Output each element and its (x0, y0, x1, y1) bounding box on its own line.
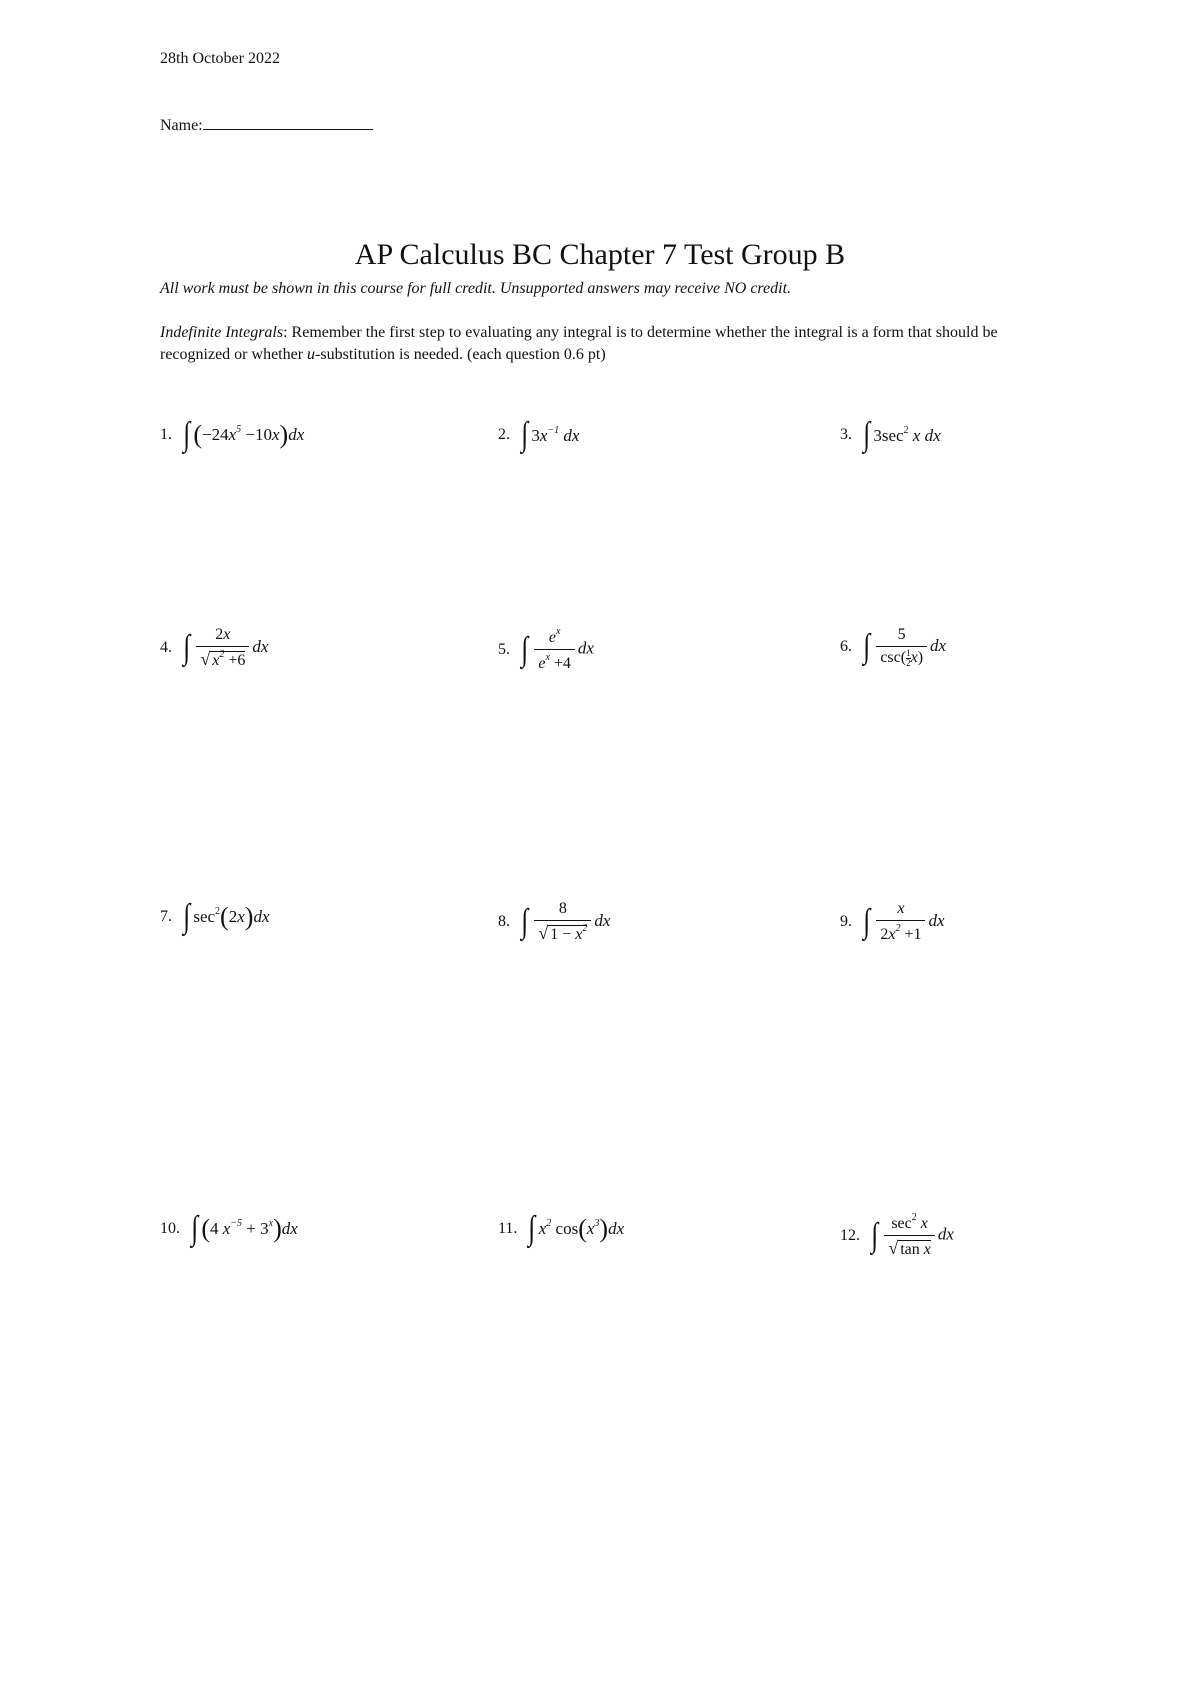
integral-sign: ∫ (521, 630, 529, 668)
credit-note: All work must be shown in this course for full credit. Unsupported answers may receive NO credit. (160, 280, 792, 297)
question-5 (498, 626, 594, 673)
question-number: 2. (498, 426, 510, 443)
question-number: 3. (840, 426, 852, 443)
name-underline (203, 115, 373, 130)
question-1 (160, 418, 304, 452)
question-11 (498, 1212, 624, 1246)
integral-sign: ∫ (863, 628, 871, 665)
integrand: 5 csc( $\frac{1}{2}$ x) dx (873, 626, 946, 668)
question-number: 4. (160, 639, 172, 656)
question-number: 12. (840, 1226, 860, 1244)
date: 28th October 2022 (160, 50, 280, 67)
integral-sign: ∫ (191, 1210, 199, 1247)
instructions-text-1: : Remember the first step to evaluating any integral is to determine whether the integral is a form that should be recognized or whether (160, 324, 998, 363)
question-9 (840, 900, 945, 944)
question-10 (160, 1212, 298, 1246)
instructions (160, 322, 1060, 366)
integrand: $\frac{8}{√ 1 - x^2}$ dx (531, 900, 610, 944)
question-number: 1. (160, 426, 172, 443)
question-3 (840, 418, 941, 452)
question-12 (840, 1212, 954, 1259)
integrand: $3\sec^2$ x dx (873, 424, 941, 445)
integral-sign: ∫ (863, 416, 871, 453)
integrand: (4 $x^{-5} + 3^x)dx$ (201, 1214, 298, 1243)
question-2 (498, 418, 579, 452)
integrand: $(-24x^5 -10x)dx$ (193, 420, 305, 449)
integrand: $\frac{x}{2x^2 +1}$ dx (873, 900, 944, 944)
question-7 (160, 900, 269, 934)
integrand: $\frac{\sec^2 x}{\text{√ tan x}}$ dx (881, 1212, 954, 1259)
question-4 (160, 626, 268, 670)
instructions-label: Indefinite Integrals (160, 324, 284, 341)
question-number: 5. (498, 640, 510, 658)
question-6 (840, 626, 946, 668)
name-field (160, 115, 373, 135)
question-number: 11. (498, 1220, 518, 1237)
instructions-text-2: -substitution is needed. (each question 0.6 pt) (315, 346, 606, 363)
question-number: 10. (160, 1220, 180, 1237)
integrand: $3x^{-1}$ dx (531, 424, 580, 445)
integral-sign: ∫ (863, 903, 871, 940)
integrand: $\frac{e^x}{e^x +4}$ dx (531, 626, 594, 673)
integral-sign: ∫ (183, 629, 191, 666)
page-title: AP Calculus BC Chapter 7 Test Group B (354, 238, 846, 271)
integrand: $x^2$ $\cos(x^3)dx$ (538, 1214, 625, 1243)
question-number: 6. (840, 638, 852, 655)
integral-sign: ∫ (528, 1210, 536, 1247)
integrand: $\frac{2x}{√ x^2 +6}$ dx (193, 626, 268, 670)
question-8 (498, 900, 610, 944)
integral-sign: ∫ (521, 903, 529, 940)
integral-sign: ∫ (871, 1216, 879, 1254)
instructions-u: u (307, 346, 316, 363)
question-number: 8. (498, 913, 510, 930)
name-label: Name: (160, 117, 203, 134)
question-number: 7. (160, 908, 172, 925)
integral-sign: ∫ (521, 416, 529, 453)
integral-sign: ∫ (183, 898, 191, 935)
integral-sign: ∫ (183, 416, 191, 453)
integrand: $\sec^2(2x)dx$ (193, 902, 270, 931)
question-number: 9. (840, 913, 852, 930)
